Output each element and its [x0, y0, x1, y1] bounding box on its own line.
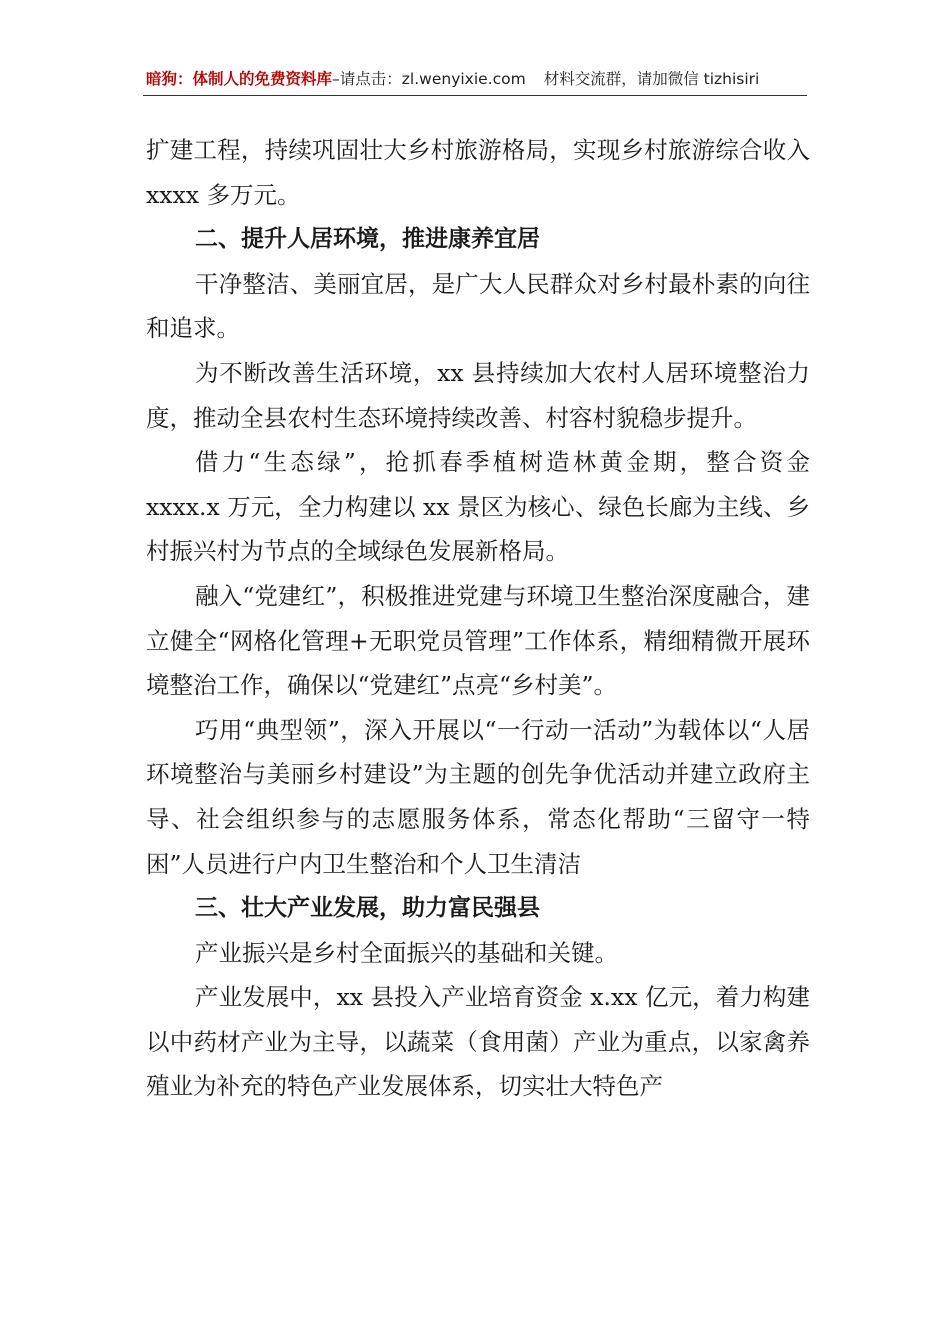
paragraph: 产业发展中，xx 县投入产业培育资金 x.xx 亿元，着力构建以中药材产业为主导，以蔬菜（食用菌）产业为重点，以家禽养殖业为补充的特色产业发展体系，切实壮大特色产 [146, 983, 810, 1101]
header-site-name: 暗狗：体制人的免费资料库 [146, 70, 333, 88]
header-wechat-note: 材料交流群，请加微信 tizhisiri [543, 70, 760, 88]
paragraph: 借力“生态绿”，抢抓春季植树造林黄金期，整合资金 xxxx.x 万元，全力构建以 xx 景区为核心、绿色长廊为主线、乡村振兴村为节点的全域绿色发展新格局。 [146, 448, 810, 566]
paragraph: 巧用“典型领”，深入开展以“一行动一活动”为载体以“人居环境整治与美丽乡村建设”为主题的创先争优活动并建立政府主导、社会组织参与的志愿服务体系，常态化帮助“三留守一特困”人员进行户内卫生整治和个人卫生清洁 [146, 715, 810, 878]
paragraph: 干净整洁、美丽宜居，是广大人民群众对乡村最朴素的向往和追求。 [146, 269, 810, 343]
section-heading-2: 二、提升人居环境，推进康养宜居 [195, 226, 540, 253]
paragraph-continuation: 扩建工程，持续巩固壮大乡村旅游格局，实现乡村旅游综合收入 xxxx 多万元。 [146, 136, 810, 209]
header-url-link[interactable]: zl.wenyixie.com [401, 70, 526, 88]
document-body [146, 128, 810, 1109]
section-heading-3: 三、壮大产业发展，助力富民强县 [195, 895, 540, 922]
paragraph: 为不断改善生活环境，xx 县持续加大农村人居环境整治力度，推动全县农村生态环境持续改善、村容村貌稳步提升。 [146, 358, 810, 432]
header-divider [143, 95, 807, 96]
paragraph: 产业振兴是乡村全面振兴的基础和关键。 [195, 938, 618, 967]
header-click-prompt: –请点击： [332, 70, 402, 88]
page-header [146, 66, 806, 92]
paragraph: 融入“党建红”，积极推进党建与环境卫生整治深度融合，建立健全“网格化管理+无职党员管理”工作体系，精细精微开展环境整治工作，确保以“党建红”点亮“乡村美”。 [146, 581, 810, 700]
